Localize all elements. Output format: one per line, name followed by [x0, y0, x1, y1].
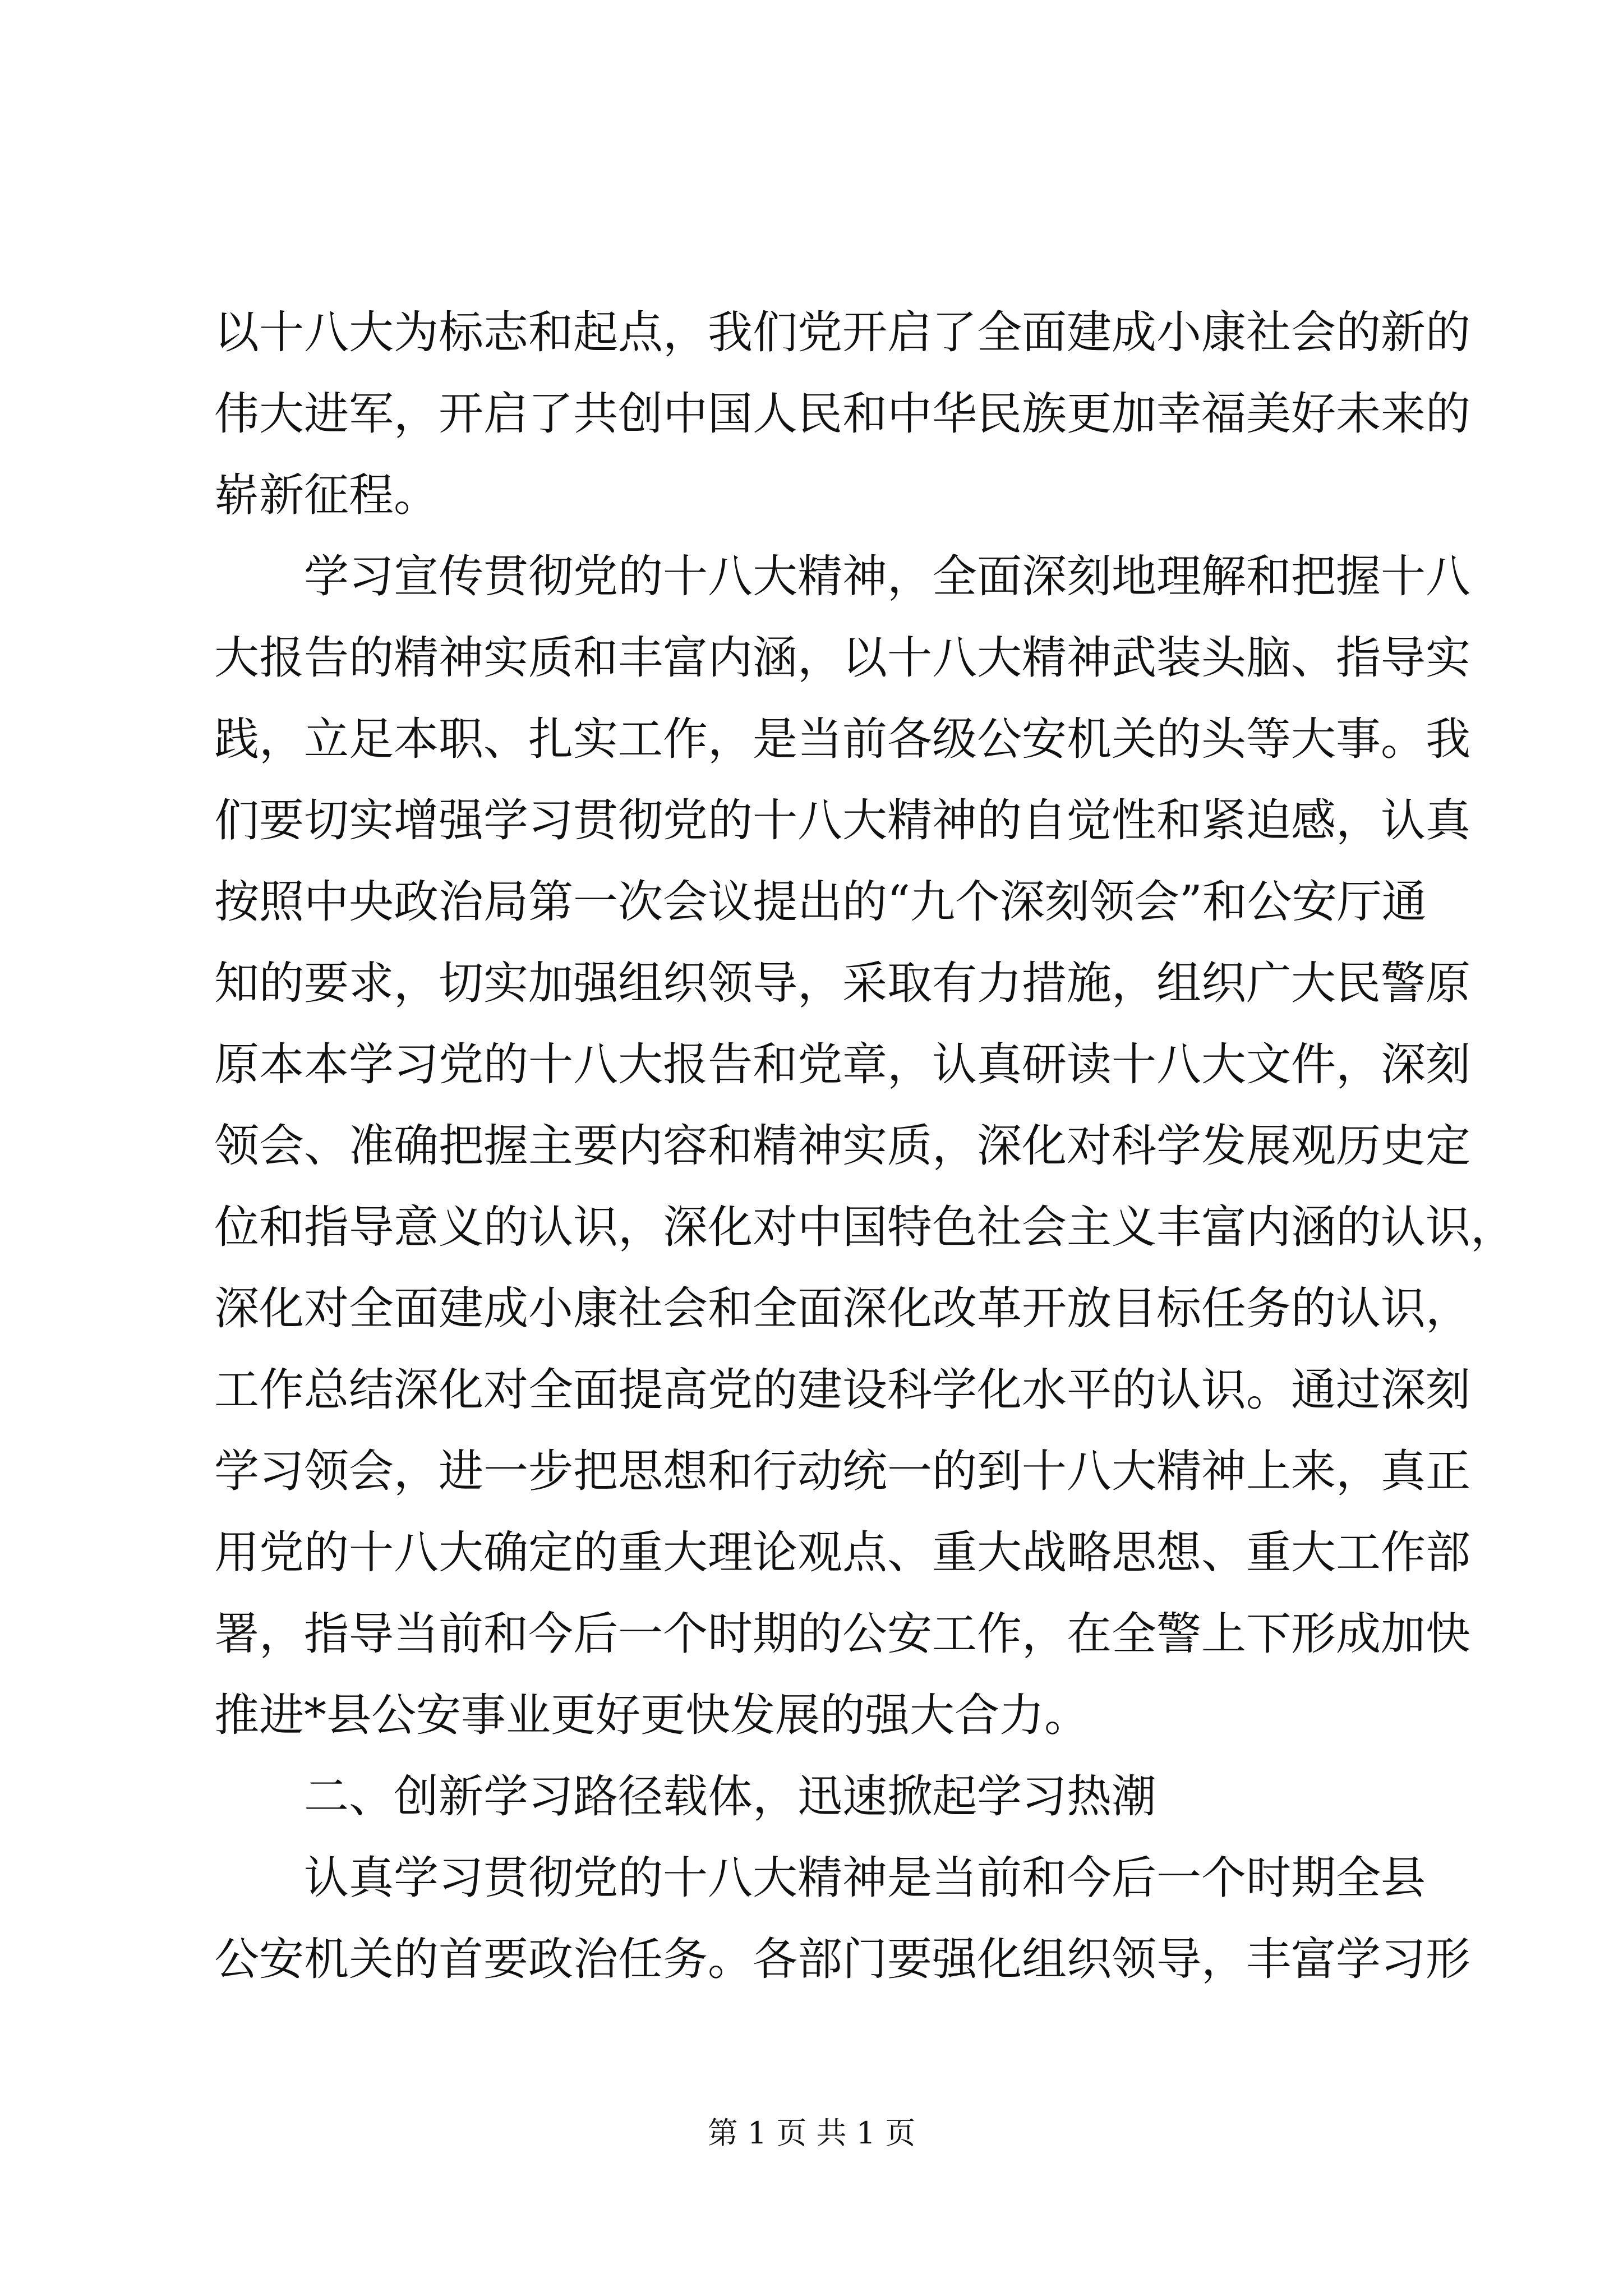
- text-line: 们要切实增强学习贯彻党的十八大精神的自觉性和紧迫感，认真: [214, 794, 1470, 846]
- text-line: 认真学习贯彻党的十八大精神是当前和今后一个时期全县: [304, 1852, 1426, 1904]
- text-line: 公安机关的首要政治任务。各部门要强化组织领导，丰富学习形: [214, 1933, 1470, 1985]
- text-line: 崭新征程。: [214, 469, 439, 521]
- section-heading: 二、创新学习路径载体，迅速掀起学习热潮: [304, 1770, 1156, 1823]
- text-line: 伟大进军，开启了共创中国人民和中华民族更加幸福美好未来的: [214, 388, 1470, 440]
- text-line: 学习领会，进一步把思想和行动统一的到十八大精神上来，真正: [214, 1445, 1470, 1497]
- text-line: 领会、准确把握主要内容和精神实质，深化对科学发展观历史定: [214, 1120, 1470, 1172]
- text-line: 用党的十八大确定的重大理论观点、重大战略思想、重大工作部: [214, 1526, 1470, 1579]
- text-line: 深化对全面建成小康社会和全面深化改革开放目标任务的认识，: [214, 1282, 1470, 1335]
- text-line: 大报告的精神实质和丰富内涵，以十八大精神武装头脑、指导实: [214, 632, 1470, 684]
- text-line: 原本本学习党的十八大报告和党章，认真研读十八大文件，深刻: [214, 1038, 1470, 1091]
- text-line: 践，立足本职、扎实工作，是当前各级公安机关的头等大事。我: [214, 713, 1470, 765]
- text-line: 工作总结深化对全面提高党的建设科学化水平的认识。通过深刻: [214, 1364, 1470, 1416]
- text-line: 署，指导当前和今后一个时期的公安工作，在全警上下形成加快: [214, 1608, 1470, 1660]
- text-line: 学习宣传贯彻党的十八大精神，全面深刻地理解和把握十八: [304, 550, 1470, 602]
- text-line: 位和指导意义的认识，深化对中国特色社会主义丰富内涵的认识，: [214, 1201, 1515, 1253]
- text-line: 推进*县公安事业更好更快发展的强大合力。: [214, 1689, 1089, 1741]
- document-body: [214, 292, 1515, 2000]
- text-line: 以十八大为标志和起点，我们党开启了全面建成小康社会的新的: [214, 306, 1470, 358]
- page-footer: 第 1 页 共 1 页: [707, 2115, 916, 2151]
- text-line: 按照中央政治局第一次会议提出的“九个深刻领会”和公安厅通: [214, 876, 1427, 928]
- text-line: 知的要求，切实加强组织领导，采取有力措施，组织广大民警原: [214, 957, 1470, 1009]
